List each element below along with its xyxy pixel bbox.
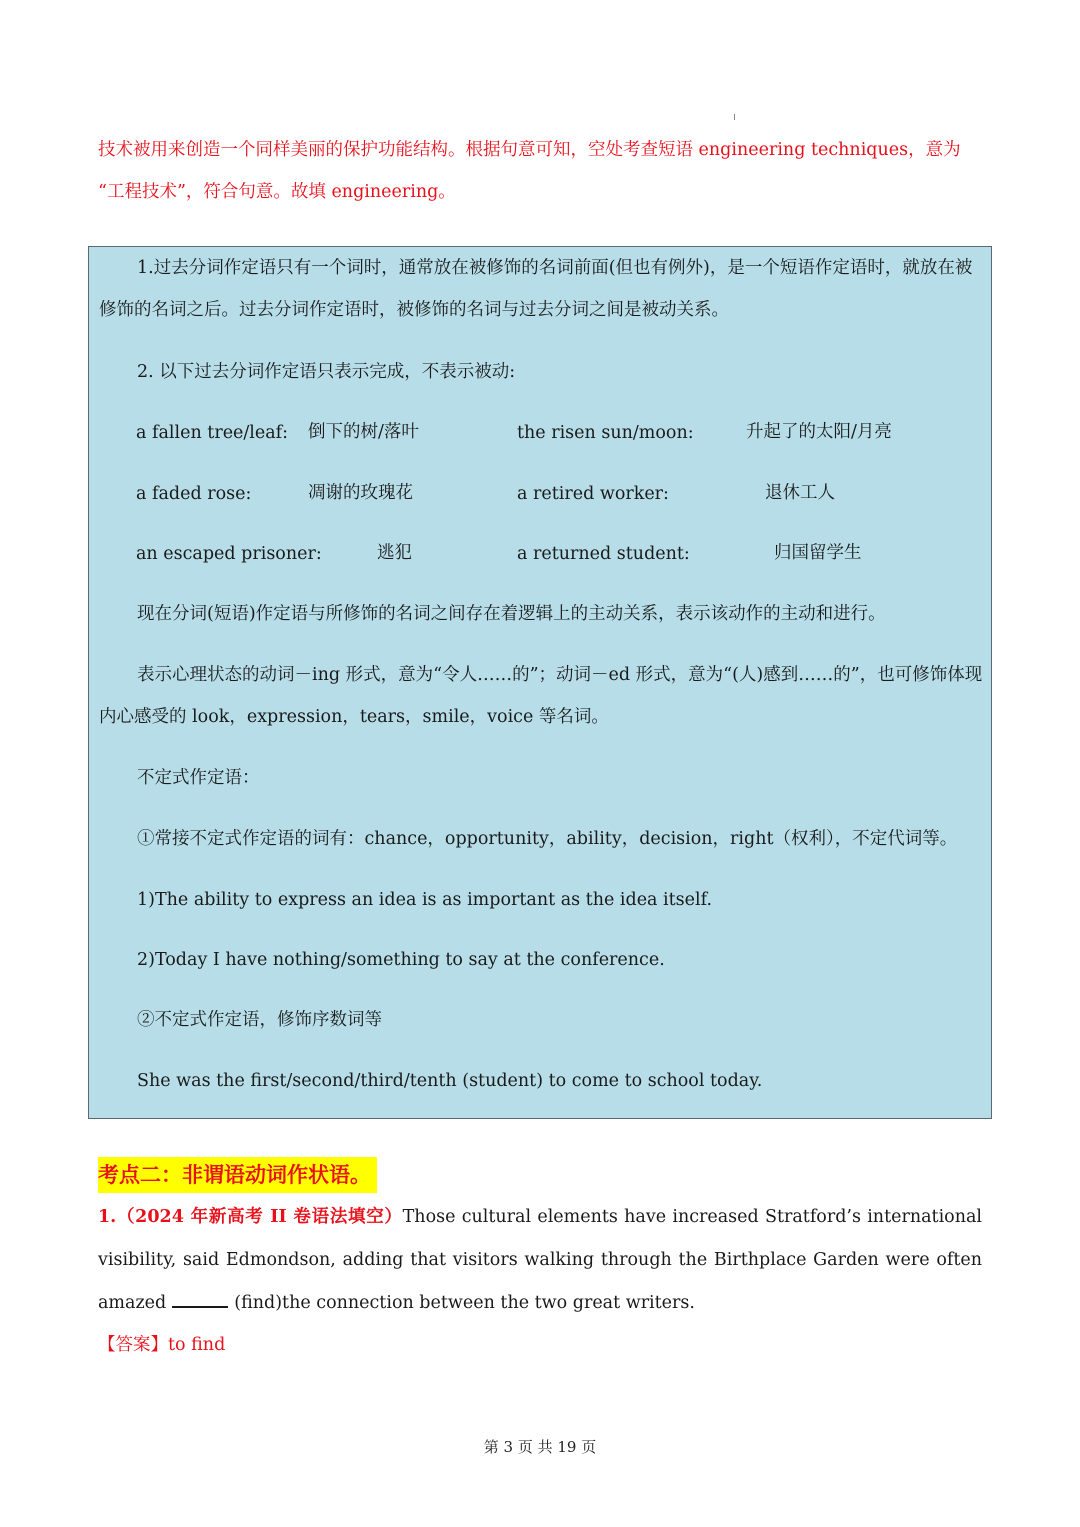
question-body-part-1: Those cultural elements have increased Stratford’s international visibility, said Edmondson, adding that visitors walking through the Birthplace Garden were often amazed	[98, 1207, 983, 1313]
pair-zh: 归国留学生	[774, 543, 862, 563]
page-number: 第 3 页 共 19 页	[483, 1438, 597, 1456]
question-label: 1.（2024 年新高考 II 卷语法填空）	[98, 1207, 403, 1227]
example-sentence-3: She was the first/second/third/tenth (student) to come to school today.	[137, 1071, 763, 1091]
note-paragraph-2: 2. 以下过去分词作定语只表示完成，不表示被动:	[137, 362, 516, 382]
section-heading: 考点二：非谓语动词作状语。	[98, 1157, 377, 1193]
answer-line	[98, 1333, 225, 1357]
note-paragraph-3: 现在分词(短语)作定语与所修饰的名词之间存在着逻辑上的主动关系，表示该动作的主动和进行。	[137, 604, 886, 624]
pair-en: a returned student:	[517, 544, 690, 564]
answer-value: to find	[168, 1335, 226, 1355]
pair-en: a fallen tree/leaf:	[136, 423, 289, 443]
pair-en: a retired worker:	[517, 484, 669, 504]
pair-zh: 逃犯	[377, 543, 412, 563]
grammar-note-box	[88, 246, 992, 1119]
pair-zh: 倒下的树/落叶	[308, 422, 419, 442]
note-paragraph-4: 表示心理状态的动词－ing 形式，意为“令人……的”；动词－ed 形式，意为“(人)感到……的”，也可修饰体现内心感受的 look，expression，tears，smile，voice 等名词。	[99, 665, 983, 727]
note-paragraph-6: ①常接不定式作定语的词有：chance，opportunity，ability，decision，right（权利），不定代词等。	[137, 829, 958, 849]
pair-en: a faded rose:	[136, 484, 252, 504]
explanation-line-1: 技术被用来创造一个同样美丽的保护功能结构。根据句意可知，空处考查短语 engineering techniques，意为	[98, 140, 961, 160]
note-paragraph-7: ②不定式作定语，修饰序数词等	[137, 1010, 382, 1030]
example-sentence-2: 2)Today I have nothing/something to say at the conference.	[137, 950, 665, 970]
scan-mark	[734, 114, 735, 120]
pair-zh: 退休工人	[765, 483, 835, 503]
answer-blank	[172, 1292, 228, 1308]
pair-zh: 凋谢的玫瑰花	[308, 483, 413, 503]
pair-zh: 升起了的太阳/月亮	[746, 422, 892, 442]
answer-label: 【答案】	[98, 1335, 168, 1355]
example-sentence-1: 1)The ability to express an idea is as important as the idea itself.	[137, 890, 713, 910]
pair-en: an escaped prisoner:	[136, 544, 322, 564]
note-paragraph-1: 1.过去分词作定语只有一个词时，通常放在被修饰的名词前面(但也有例外)，是一个短语作定语时，就放在被修饰的名词之后。过去分词作定语时，被修饰的名词与过去分词之间是被动关系。	[99, 258, 973, 320]
question-text	[98, 1196, 982, 1325]
question-body-part-2: (find)the connection between the two great writers.	[234, 1293, 695, 1313]
pair-en: the risen sun/moon:	[517, 423, 694, 443]
explanation-line-2: “工程技术”，符合句意。故填 engineering。	[98, 182, 456, 202]
note-paragraph-5: 不定式作定语：	[137, 768, 260, 788]
